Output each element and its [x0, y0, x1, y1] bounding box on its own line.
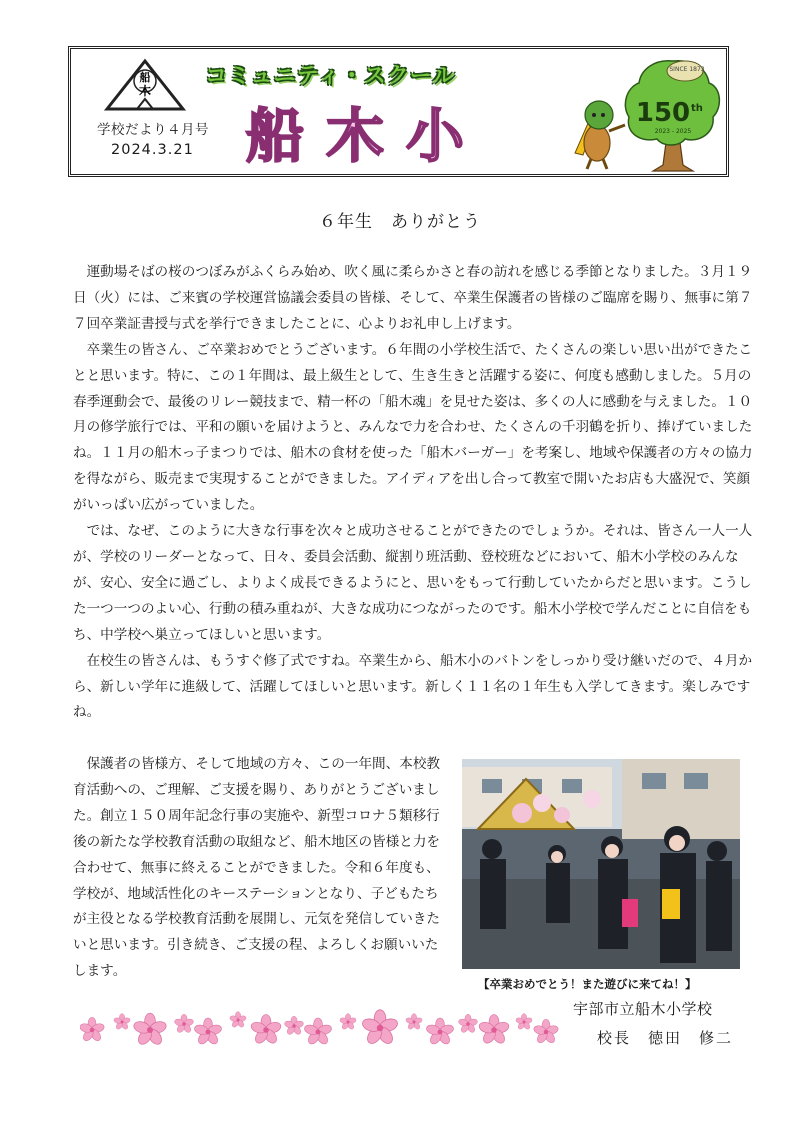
masthead	[68, 46, 729, 177]
paragraph: 保護者の皆様方、そして地域の方々、この一年間、本校教育活動への、ご理解、ご支援を賜り、ありがとうございました。創立１５０周年記念行事の実施や、新型コロナ５類移行後の新たな学校教育活動の取組など、船木地区の皆様と力を合わせて、無事に終えることができました。令和６年度も、学校が、地域活性化のキーステーションとなり、子どもたちが主役となる学校教育活動を展開し、元気を発信していきたいと思います。引き続き、ご支援の程、よろしくお願いいたします。	[73, 756, 441, 980]
emblem-glyph-bottom: 木	[138, 84, 152, 98]
issue-label: 学校だより４月号	[97, 122, 209, 138]
article-title: ６年生 ありがとう	[319, 212, 481, 232]
school-emblem	[103, 55, 187, 113]
badge-suffix: th	[691, 103, 703, 114]
emblem-glyph-top: 船	[139, 71, 151, 84]
graduation-photo	[462, 759, 740, 969]
principal-signature: 校長 徳田 修二	[597, 1029, 734, 1047]
paragraph: 卒業生の皆さん、ご卒業おめでとうございます。６年間の小学校生活で、たくさんの楽しい思い出ができたことと思います。特に、この１年間は、最上級生として、生き生きと活躍する姿に、何度も感動しました。５月の春季運動会で、最後のリレー競技まで、精一杯の「船木魂」を見せた姿は、多くの人に感動を与えました。１０月の修学旅行では、平和の願いを届けようと、みんなで力を合わせ、たくさんの千羽鶴を折り、捧げていましたね。１１月の船木っ子まつりでは、船木の食材を使った「船木バーガー」を考案し、地域や保護者の方々の協力を得ながら、販売まで実現することができました。アイディアを出し合って教室で開いたお店も大盛況で、笑顔がいっぱい広がっていました。	[73, 341, 753, 514]
paragraph: 運動場そばの桜のつぼみがふくらみ始め、吹く風に柔らかさと春の訪れを感じる季節となりました。３月１９日（火）には、ご来賓の学校運営協議会委員の皆様、そして、卒業生保護者の皆様のご臨席を賜り、無事に第７７回卒業証書授与式を挙行できましたことに、心よりお礼申し上げます。	[73, 264, 753, 332]
badge-years: 2023 - 2025	[654, 128, 692, 135]
photo-caption: 【卒業おめでとう！また遊びに来てね！】	[478, 977, 697, 991]
paragraph: 在校生の皆さんは、もうすぐ修了式ですね。卒業生から、船木小のバトンをしっかり受け継いだので、４月から、新しい学年に進級して、活躍してほしいと思います。新しく１１名の１年生も入学してきます。楽しみですね。	[73, 652, 753, 721]
badge-since: SINCE 1873	[669, 66, 705, 73]
sakura-decoration	[80, 1008, 560, 1048]
guardians-paragraph-block	[73, 752, 449, 985]
article-body	[73, 260, 753, 726]
badge-number: 150	[635, 98, 691, 128]
anniversary-150-icon	[623, 55, 723, 173]
series-title: コミュニティ・スクール	[205, 64, 456, 89]
issue-date: 2024.3.21	[111, 142, 194, 158]
paragraph: では、なぜ、このように大きな行事を次々と成功させることができたのでしょうか。それは、皆さん一人一人が、学校のリーダーとなって、日々、委員会活動、縦割り班活動、登校班などにおいて、船木小学校のみんなが、安心、安全に過ごし、よりよく成長できるようにと、思いをもって行動していたからだと思います。こうした一つ一つのよい心、行動の積み重ねが、大きな成功につながったのです。船木小学校で学んだことに自信をもち、中学校へ巣立ってほしいと思います。	[73, 523, 753, 643]
school-signature: 宇部市立船木小学校	[573, 1000, 713, 1018]
mascot-illustration	[569, 91, 631, 171]
school-name-title: 船木小	[246, 102, 487, 170]
